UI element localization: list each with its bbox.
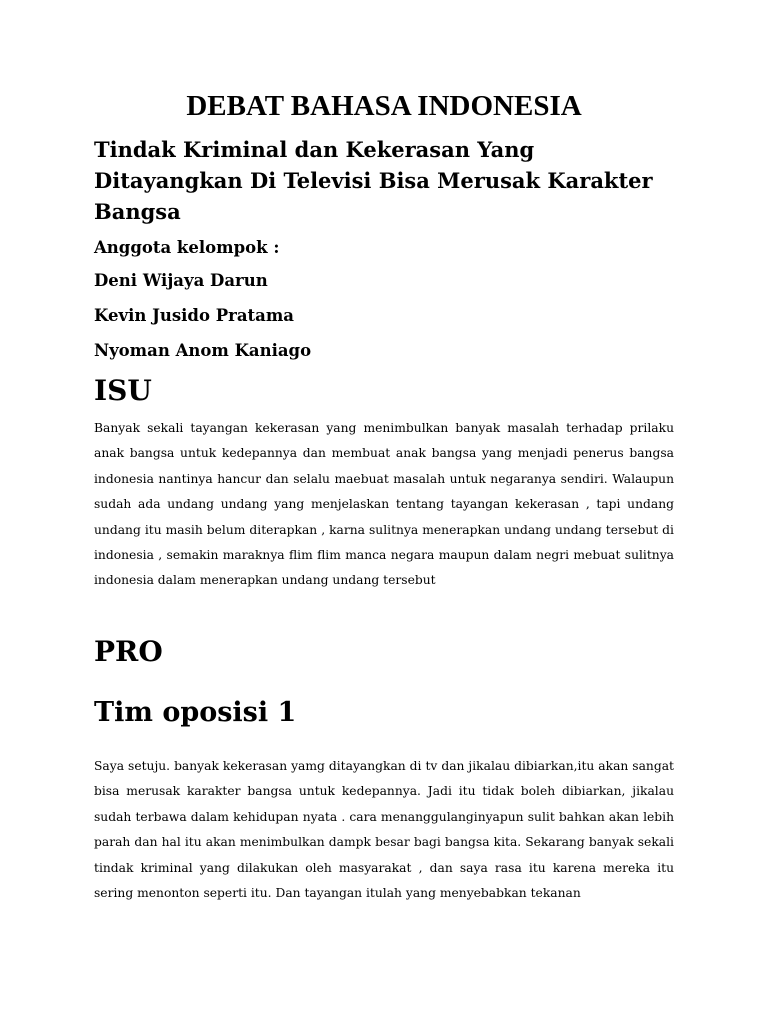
- member-name: Deni Wijaya Darun: [94, 271, 268, 290]
- isu-paragraph: Banyak sekali tayangan kekerasan yang menimbulkan banyak masalah terhadap prilaku anak bangsa untuk kedepannya dan membuat anak bangsa yang menjadi penerus bangsa indonesia nantinya hancur dan selalu maebuat masalah untuk negaranya sendiri. Walaupun sudah ada undang undang yang menjelaskan tentang tayangan kekerasan , tapi undang undang itu masih belum diterapkan , karna sulitnya menerapkan undang undang tersebut di indonesia , semakin maraknya flim flim manca negara maupun dalam negri mebuat sulitnya indonesia dalam menerapkan undang undang tersebut: [94, 421, 674, 588]
- tim-oposisi-paragraph: Saya setuju. banyak kekerasan yamg ditayangkan di tv dan jikalau dibiarkan,itu akan sangat bisa merusak karakter bangsa untuk kedepannya. Jadi itu tidak boleh dibiarkan, jikalau sudah terbawa dalam kehidupan nyata . cara menanggulanginyapun sulit bahkan akan lebih parah dan hal itu akan menimbulkan dampk besar bagi bangsa kita. Sekarang banyak sekali tindak kriminal yang dilakukan oleh masyarakat , dan saya rasa itu karena mereka itu sering menonton seperti itu. Dan tayangan itulah yang menyebabkan tekanan: [94, 759, 674, 901]
- pro-heading: PRO: [94, 635, 163, 668]
- document-subtitle: Tindak Kriminal dan Kekerasan Yang Ditayangkan Di Televisi Bisa Merusak Karakter Bangsa: [94, 137, 653, 224]
- members-heading: Anggota kelompok :: [94, 238, 280, 257]
- member-name: Nyoman Anom Kaniago: [94, 341, 312, 360]
- isu-heading: ISU: [94, 374, 152, 407]
- member-name: Kevin Jusido Pratama: [94, 306, 294, 325]
- tim-oposisi-heading: Tim oposisi 1: [94, 697, 297, 728]
- document-title: DEBAT BAHASA INDONESIA: [186, 90, 582, 122]
